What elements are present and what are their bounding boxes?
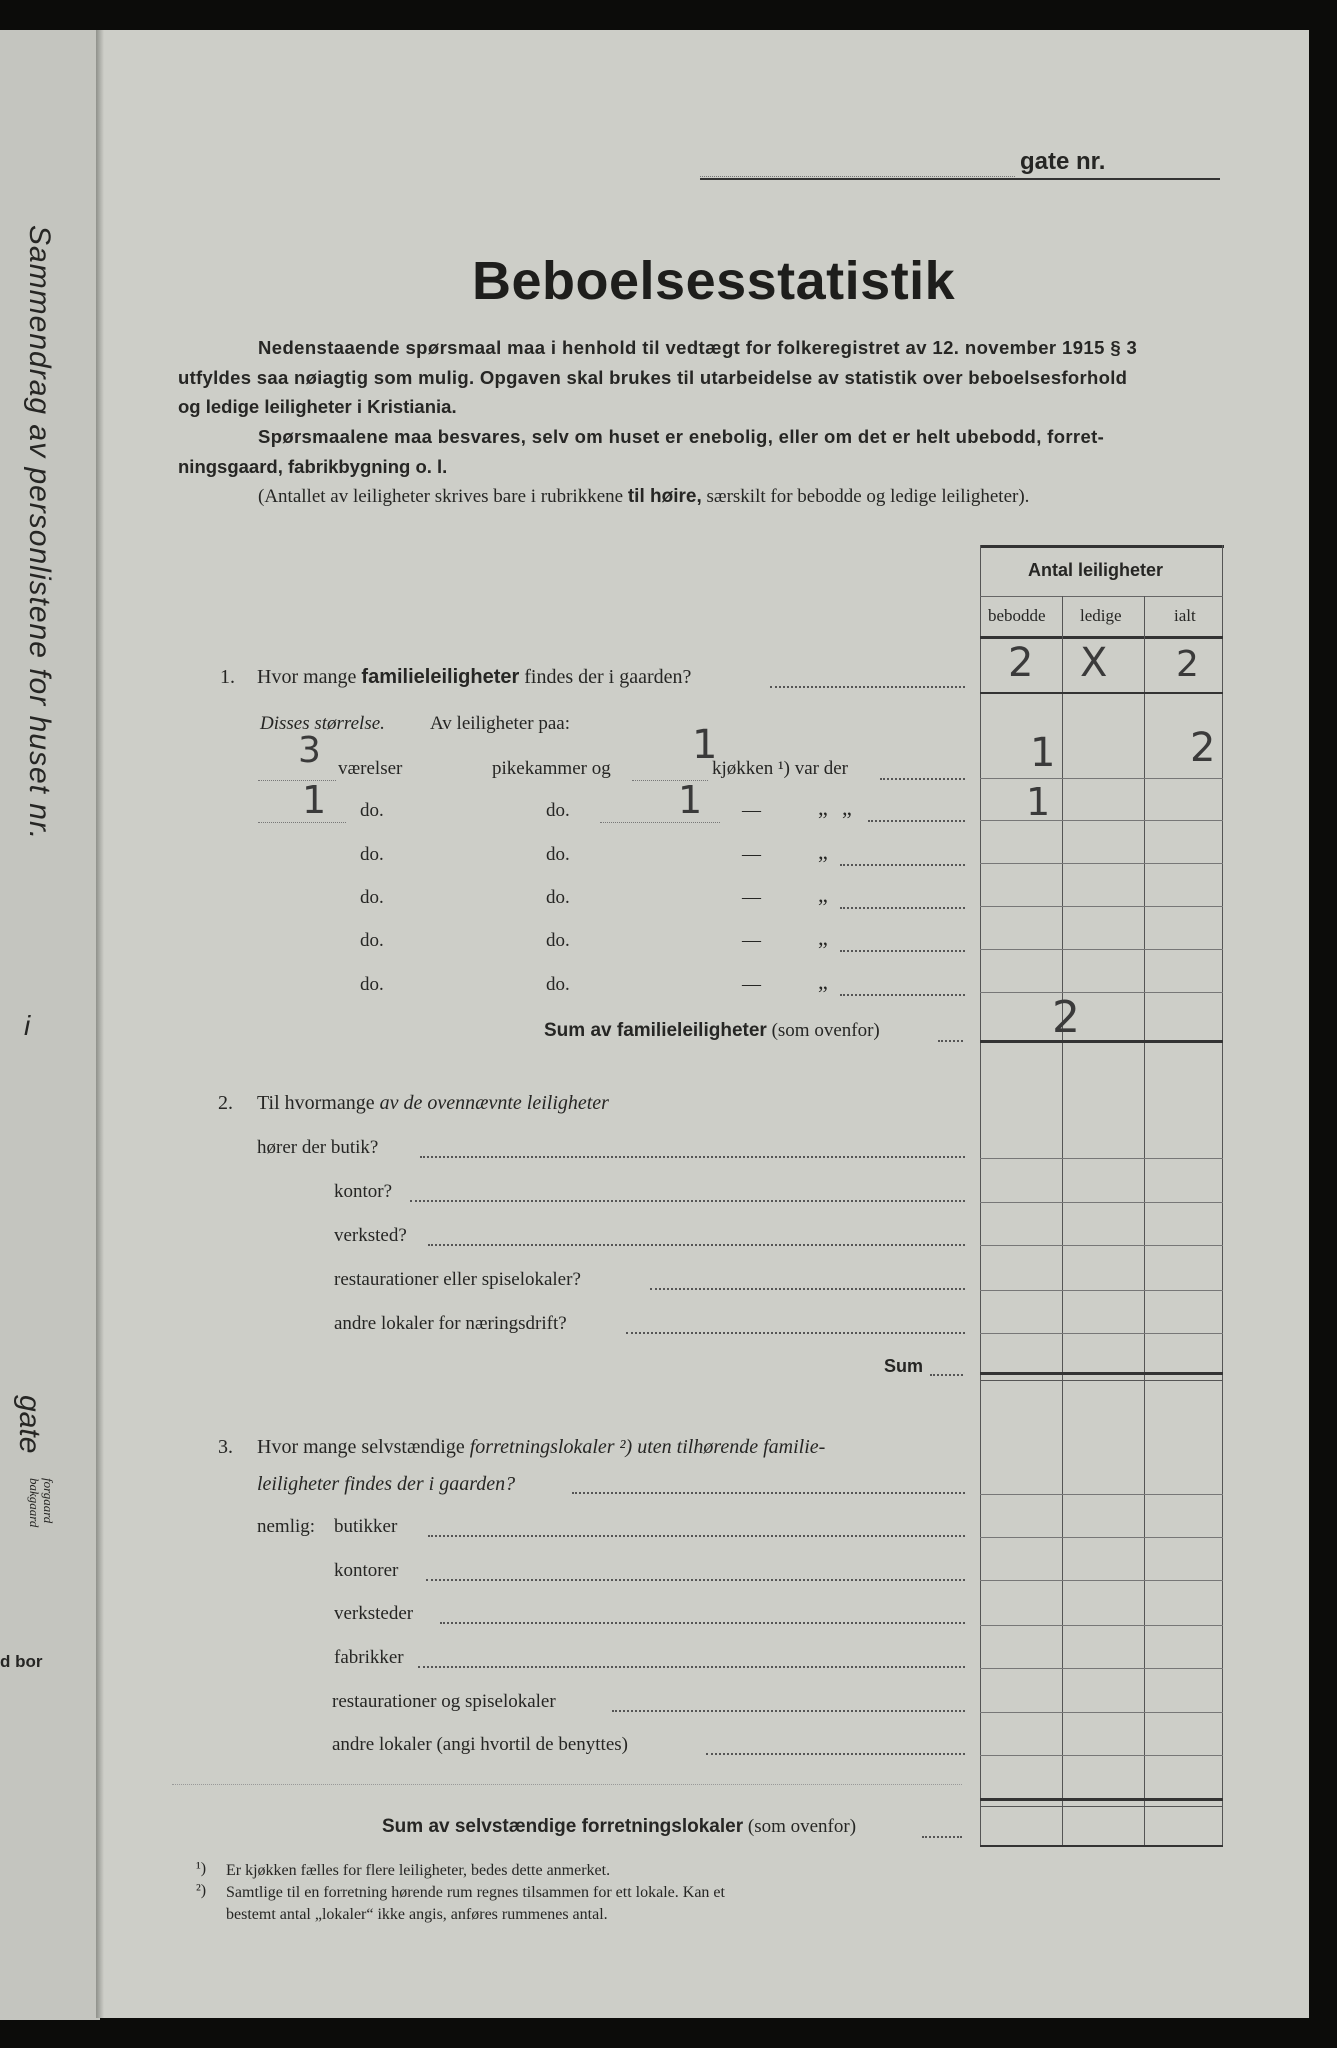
hw-q1-bebodde: 2 bbox=[1008, 640, 1034, 686]
q2-number: 2. bbox=[218, 1092, 233, 1114]
q1-r4-do2: do. bbox=[546, 887, 570, 908]
table-header-title: Antal leiligheter bbox=[1028, 560, 1164, 580]
leader-dots bbox=[440, 1622, 965, 1624]
grid-row-line bbox=[980, 1202, 1223, 1203]
grid-row-line bbox=[980, 1494, 1223, 1495]
q1-r4-dash: — bbox=[742, 887, 761, 908]
grid-row-line bbox=[980, 1333, 1223, 1334]
q1-size-label: Disses størrelse. bbox=[260, 713, 385, 734]
grid-row-line bbox=[980, 1537, 1223, 1538]
table-col-divider-1 bbox=[1062, 596, 1063, 1845]
q1-r2-ditto: „ bbox=[818, 795, 828, 820]
hw-r1-bebodde: 1 bbox=[1030, 730, 1056, 776]
q3-item-butikker: butikker bbox=[334, 1516, 398, 1537]
grid-row-line bbox=[980, 863, 1223, 864]
q3-sum: Sum av selvstændige forretningslokaler (som ovenfor) bbox=[382, 1816, 857, 1837]
footnote-2-line1: Samtlige til en forretning hørende rum regnes tilsammen for ett lokale. Kan et bbox=[226, 1884, 725, 1901]
leader-dots bbox=[840, 994, 965, 996]
intro-p1-line3: og ledige leiligheter i Kristiania. bbox=[178, 396, 457, 417]
q2-item-kontor: kontor? bbox=[334, 1181, 393, 1202]
leader-dots bbox=[428, 1244, 965, 1246]
footnote-1: Er kjøkken fælles for flere leiligheter, bedes dette anmerket. bbox=[226, 1862, 611, 1879]
q1-r3-do2: do. bbox=[546, 844, 570, 865]
side-heading: Sammendrag av personlistene for huset nr. bbox=[23, 225, 56, 841]
q3-question-line1: Hvor mange selvstændige forretningslokaler ²) uten tilhørende familie- bbox=[257, 1436, 826, 1458]
leader-dots bbox=[418, 1666, 965, 1668]
leader-dots bbox=[840, 907, 965, 909]
fill-line bbox=[258, 822, 346, 823]
col-ialt: ialt bbox=[1174, 606, 1196, 625]
footnote-1-mark: ¹) bbox=[196, 1860, 207, 1877]
gate-nr-underline bbox=[700, 178, 1220, 180]
q1-r3-ditto: „ bbox=[818, 839, 828, 864]
grid-row-line bbox=[980, 1580, 1223, 1581]
hw-q1-ledige: X bbox=[1080, 640, 1108, 686]
leader-dots bbox=[428, 1535, 965, 1537]
q2-item-verksted: verksted? bbox=[334, 1225, 407, 1246]
grid-row-line bbox=[980, 1755, 1223, 1756]
leader-dots bbox=[650, 1288, 965, 1290]
table-right-rule bbox=[1222, 545, 1223, 1845]
q1-answer-rule bbox=[980, 692, 1223, 694]
table-left-rule bbox=[980, 545, 981, 1845]
q1-r1-kjokken: kjøkken ¹) var der bbox=[712, 758, 849, 779]
col-bebodde: bebodde bbox=[988, 606, 1046, 625]
q1-sum-rule bbox=[980, 1040, 1223, 1043]
q1-r3-do: do. bbox=[360, 844, 384, 865]
table-top-rule bbox=[980, 545, 1224, 548]
q3-item-fabrikker: fabrikker bbox=[334, 1647, 404, 1668]
leader-dots bbox=[410, 1200, 965, 1202]
leader-dots bbox=[840, 864, 965, 866]
q2-item-restaurationer: restaurationer eller spiselokaler? bbox=[334, 1269, 581, 1290]
leader-dots bbox=[880, 778, 965, 780]
hw-r1-kjokken: 1 bbox=[692, 722, 718, 768]
table-bottom-rule bbox=[980, 1845, 1223, 1847]
intro-p1-line1: Nedenstaaende spørsmaal maa i henhold til vedtægt for folkeregistret av 12. november 1915 § 3 bbox=[258, 337, 1138, 358]
grid-row-line bbox=[980, 820, 1223, 821]
leader-dots bbox=[426, 1579, 965, 1581]
q1-size-text: Av leiligheter paa: bbox=[430, 713, 570, 734]
q1-r5-dash: — bbox=[742, 930, 761, 951]
q1-number: 1. bbox=[220, 666, 235, 688]
q3-number: 3. bbox=[218, 1436, 233, 1458]
q3-item-restaurationer: restaurationer og spiselokaler bbox=[332, 1691, 556, 1712]
grid-row-line bbox=[980, 1290, 1223, 1291]
q1-r3-dash: — bbox=[742, 844, 761, 865]
hw-r1-vaerelser: 3 bbox=[298, 730, 321, 771]
leader-dots bbox=[930, 1374, 963, 1376]
q1-r6-do2: do. bbox=[546, 974, 570, 995]
leader-dots bbox=[626, 1332, 965, 1334]
q3-item-verksteder: verksteder bbox=[334, 1603, 414, 1624]
hw-q1-ialt: 2 bbox=[1176, 644, 1199, 685]
q1-r1-pikekammer: pikekammer og bbox=[492, 758, 611, 779]
leader-dots bbox=[922, 1836, 962, 1838]
q2-question: Til hvormange av de ovennævnte leiligheter bbox=[257, 1092, 609, 1114]
side-mark: i bbox=[24, 1010, 31, 1041]
q3-item-andre: andre lokaler (angi hvortil de benyttes) bbox=[332, 1734, 628, 1755]
hw-r1-ialt: 2 bbox=[1190, 725, 1216, 771]
q3-item-kontorer: kontorer bbox=[334, 1560, 399, 1581]
separator-dots bbox=[172, 1784, 962, 1785]
page-title: Beboelsesstatistik bbox=[472, 251, 956, 311]
q1-r5-ditto: „ bbox=[818, 925, 828, 950]
intro-p3: (Antallet av leiligheter skrives bare i rubrikkene til høire, særskilt for bebodde og ledige leiligheter). bbox=[258, 486, 1030, 507]
q1-sum: Sum av familieleiligheter (som ovenfor) bbox=[544, 1020, 880, 1041]
q1-r5-do: do. bbox=[360, 930, 384, 951]
hw-r2-vaerelser: 1 bbox=[302, 778, 327, 822]
leader-dots bbox=[572, 1492, 965, 1494]
q3-sum-rule bbox=[980, 1798, 1223, 1801]
q2-sum: Sum bbox=[884, 1356, 924, 1376]
hw-q1-sum-bebodde: 2 bbox=[1052, 992, 1080, 1043]
grid-row-line bbox=[980, 1712, 1223, 1713]
intro-p2-line1: Spørsmaalene maa besvares, selv om huset er enebolig, eller om det er helt ubebodd, forret- bbox=[258, 426, 1105, 447]
q2-sum-rule-thin bbox=[980, 1380, 1223, 1381]
q1-r6-ditto: „ bbox=[818, 969, 828, 994]
table-header-bottom-rule bbox=[980, 636, 1223, 639]
grid-row-line bbox=[980, 1625, 1223, 1626]
grid-row-line bbox=[980, 1158, 1223, 1159]
fill-line bbox=[600, 822, 720, 823]
q3-nemlig: nemlig: bbox=[257, 1516, 316, 1537]
q2-item-butik: hører der butik? bbox=[257, 1137, 379, 1158]
footnote-2-mark: ²) bbox=[196, 1882, 207, 1899]
side-forgaard: forgaard bbox=[41, 1478, 56, 1524]
q1-r1-vaerelser: værelser bbox=[338, 758, 403, 779]
gate-nr-label: gate nr. bbox=[1020, 148, 1106, 175]
page-fold bbox=[96, 30, 104, 2018]
q1-r2-do2: do. bbox=[546, 800, 570, 821]
hw-r2-kjokken: 1 bbox=[678, 778, 703, 822]
q2-item-andre: andre lokaler for næringsdrift? bbox=[334, 1313, 567, 1334]
footnote-2-line2: bestemt antal „lokaler“ ikke angis, anføres rummenes antal. bbox=[226, 1906, 608, 1923]
q1-r4-ditto: „ bbox=[818, 882, 828, 907]
leader-dots bbox=[770, 686, 965, 688]
q1-r2-dash: — bbox=[742, 800, 761, 821]
grid-row-line bbox=[980, 1245, 1223, 1246]
grid-row-line bbox=[980, 778, 1223, 779]
table-col-divider-2 bbox=[1144, 596, 1145, 1845]
q3-sum-rule-thin bbox=[980, 1806, 1223, 1807]
q1-r2-ditto2: „ bbox=[842, 795, 852, 820]
side-gate: gate bbox=[13, 1395, 46, 1454]
grid-row-line bbox=[980, 1668, 1223, 1669]
side-bor: d bor bbox=[0, 1652, 43, 1671]
grid-row-line bbox=[980, 949, 1223, 950]
col-ledige: ledige bbox=[1080, 606, 1122, 625]
leader-dots bbox=[706, 1753, 965, 1755]
q1-r5-do2: do. bbox=[546, 930, 570, 951]
q3-question-line2: leiligheter findes der i gaarden? bbox=[257, 1473, 516, 1495]
q1-r4-do: do. bbox=[360, 887, 384, 908]
grid-row-line bbox=[980, 906, 1223, 907]
side-bakgaard: bakgaard bbox=[27, 1478, 42, 1528]
q1-r6-do: do. bbox=[360, 974, 384, 995]
q2-sum-rule bbox=[980, 1372, 1223, 1375]
hw-r2-bebodde: 1 bbox=[1026, 780, 1051, 824]
grid-row-line bbox=[980, 992, 1223, 993]
leader-dots bbox=[840, 950, 965, 952]
leader-dots bbox=[612, 1710, 965, 1712]
leader-dots bbox=[868, 820, 965, 822]
gate-nr-fill-line bbox=[700, 176, 1015, 177]
table-header-divider bbox=[980, 596, 1223, 597]
leader-dots bbox=[420, 1156, 965, 1158]
leader-dots bbox=[938, 1040, 963, 1042]
q1-r6-dash: — bbox=[742, 974, 761, 995]
intro-p2-line2: ningsgaard, fabrikbygning o. l. bbox=[178, 456, 448, 477]
q1-question: Hvor mange familieleiligheter findes der i gaarden? bbox=[257, 666, 692, 688]
q1-r2-do: do. bbox=[360, 800, 384, 821]
intro-p1-line2: utfyldes saa nøiagtig som mulig. Opgaven skal brukes til utarbeidelse av statistik over beboelsesforhold bbox=[178, 367, 1128, 388]
